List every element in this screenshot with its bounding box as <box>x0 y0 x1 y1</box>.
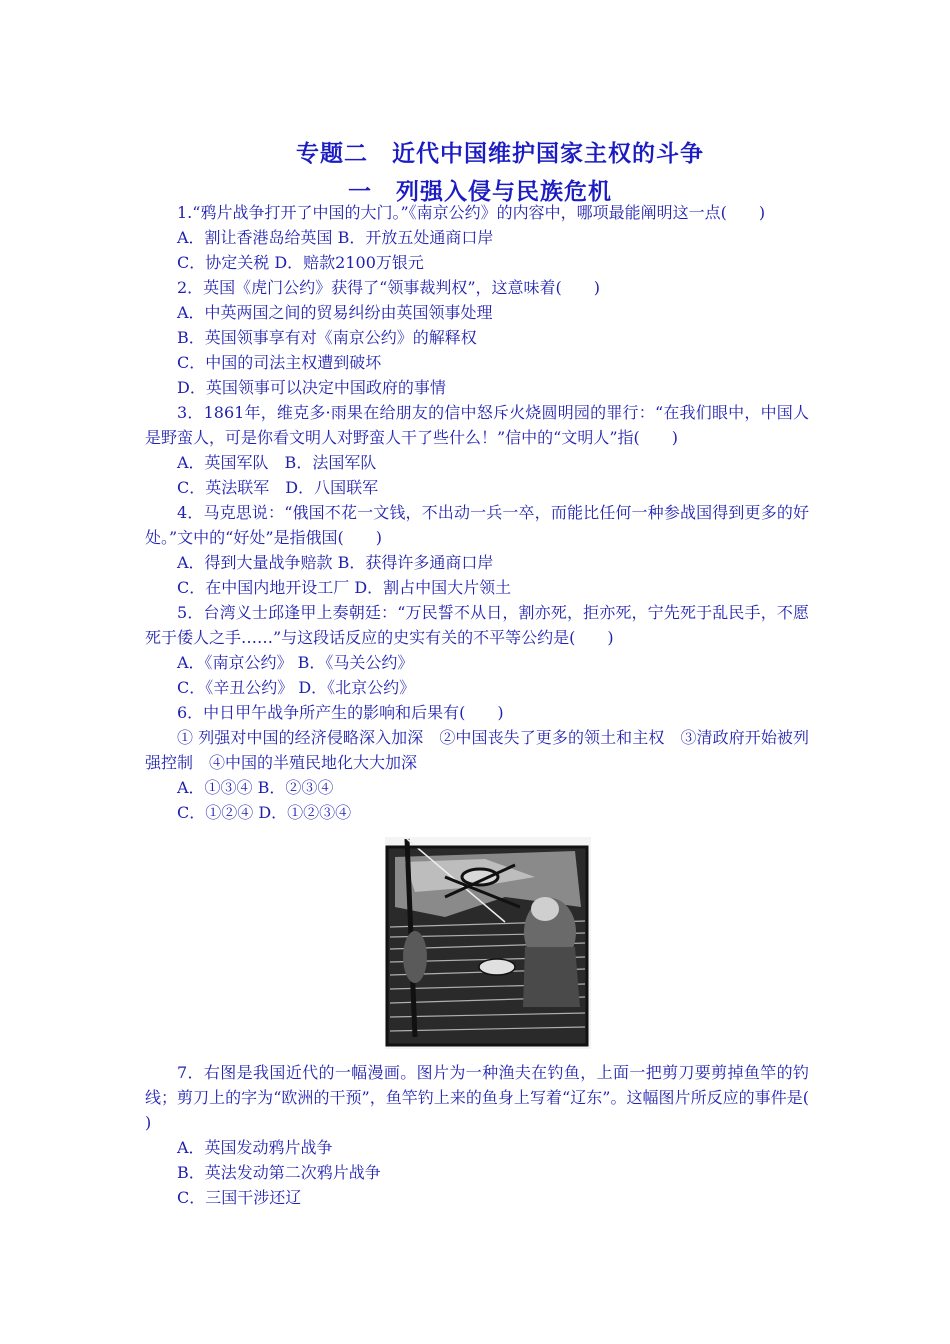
question-7-stem: 7．右图是我国近代的一幅漫画。图片为一种渔夫在钓鱼，上面一把剪刀要剪掉鱼竿的钓线；剪刀上的字为“欧洲的干预”，鱼竿钓上来的鱼身上写着“辽东”。这幅图片所反应的事件是( ) <box>145 1063 842 1132</box>
question-4-options-cd: C．在中国内地开设工厂 D．割占中国大片领土 <box>177 578 512 597</box>
figure-area <box>145 825 809 1060</box>
question-5-stem: 5．台湾义士邱逢甲上奏朝廷：“万民誓不从日，割亦死，拒亦死，宁先死于乱民手，不愿死于倭人之手……”与这段话反应的史实有关的不平等公约是( ) <box>145 603 809 647</box>
question-1-options-ab: A．割让香港岛给英国 B．开放五处通商口岸 <box>177 228 494 247</box>
question-7-option-c: C．三国干涉还辽 <box>177 1188 302 1207</box>
question-2-option-a: A．中英两国之间的贸易纠纷由英国领事处理 <box>177 303 493 322</box>
question-3-stem: 3．1861年，维克多·雨果在给朋友的信中怒斥火烧圆明园的罪行：“在我们眼中，中国人是野蛮人，可是你看文明人对野蛮人干了些什么！”信中的“文明人”指( ) <box>145 403 809 447</box>
question-1-stem: 1.“鸦片战争打开了中国的大门。”《南京公约》的内容中，哪项最能阐明这一点( ) <box>177 203 766 222</box>
question-3-options-ab: A．英国军队 B．法国军队 <box>177 453 377 472</box>
section-title: 一 列强入侵与民族危机 <box>348 179 612 205</box>
question-6-statements: ① 列强对中国的经济侵略深入加深 ②中国丧失了更多的领土和主权 ③清政府开始被列强控制 ④中国的半殖民地化大大加深 <box>145 728 809 772</box>
question-2-option-b: B．英国领事享有对《南京公约》的解释权 <box>177 328 477 347</box>
question-1-options-cd: C．协定关税 D．赔款2100万银元 <box>177 253 424 272</box>
question-2-stem: 2．英国《虎门公约》获得了“领事裁判权”，这意味着( ) <box>177 278 601 297</box>
question-5-options-cd: C．《辛丑公约》 D．《北京公约》 <box>177 678 416 697</box>
question-7-option-a: A．英国发动鸦片战争 <box>177 1138 333 1157</box>
question-4-stem: 4．马克思说：“俄国不花一文钱，不出动一兵一卒，而能比任何一种参战国得到更多的好处。”文中的“好处”是指俄国( ) <box>145 503 809 547</box>
question-list <box>145 200 842 1210</box>
question-6-stem: 6．中日甲午战争所产生的影响和后果有( ) <box>177 703 504 722</box>
question-4-options-ab: A．得到大量战争赔款 B．获得许多通商口岸 <box>177 553 494 572</box>
question-7-option-b: B．英法发动第二次鸦片战争 <box>177 1163 381 1182</box>
question-6-options-cd: C．①②④ D．①②③④ <box>177 803 352 822</box>
question-2-option-c: C．中国的司法主权遭到破坏 <box>177 353 382 372</box>
question-3-options-cd: C．英法联军 D．八国联军 <box>177 478 379 497</box>
page-title: 专题二 近代中国维护国家主权的斗争 <box>296 141 704 167</box>
fishing-cartoon-image <box>385 837 591 1049</box>
question-6-options-ab: A．①③④ B．②③④ <box>177 778 334 797</box>
question-2-option-d: D．英国领事可以决定中国政府的事情 <box>177 378 446 397</box>
question-5-options-ab: A．《南京公约》 B．《马关公约》 <box>177 653 414 672</box>
